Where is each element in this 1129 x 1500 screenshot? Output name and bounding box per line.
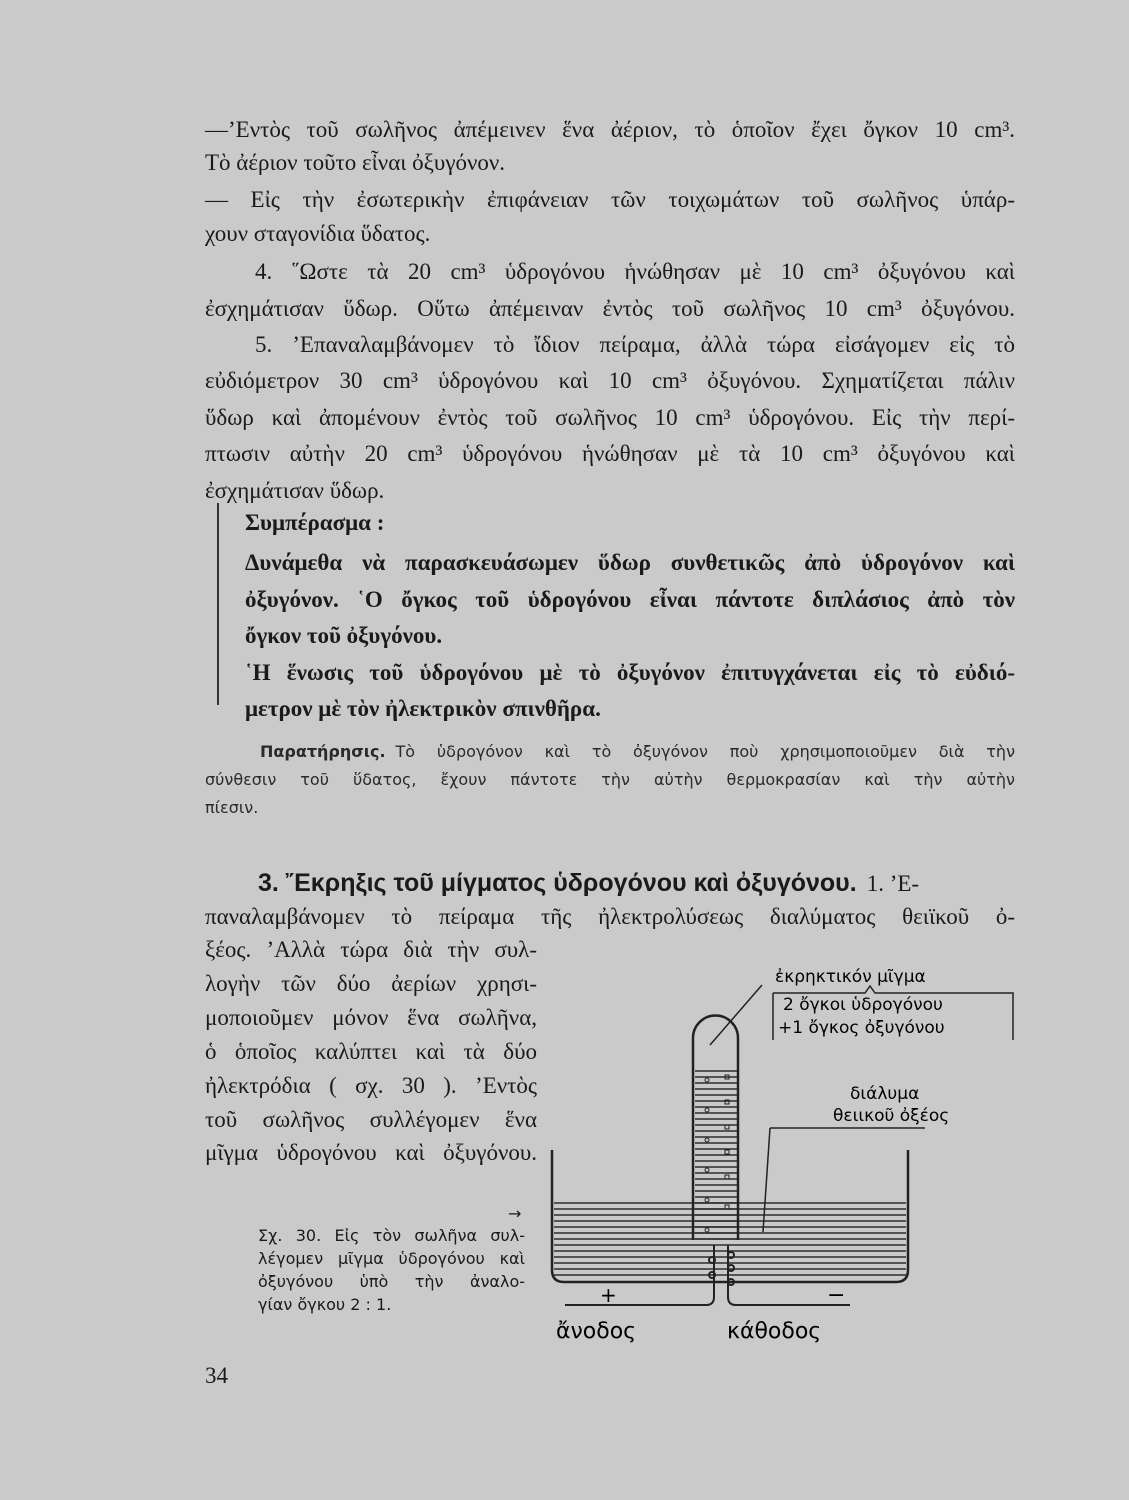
body-text-line: Τὸ ἀέριον τοῦτο εἶναι ὀξυγόνον. [205, 150, 506, 175]
body-text-line: εὐδιόμετρον 30 cm³ ὑδρογόνου καὶ 10 cm³ ὀξυγόνου. Σχηματίζεται πάλιν [205, 368, 1015, 393]
label-solution-1: διάλυμα [850, 1084, 920, 1104]
section-line: ξέος. ’Αλλὰ τώρα διὰ τὴν συλ- [205, 937, 537, 962]
body-text-line: — Εἰς τὴν ἐσωτερικὴν ἐπιφάνειαν τῶν τοιχωμάτων τοῦ σωλῆνος ὑπάρ- [205, 187, 1015, 212]
body-text-line: ἐσχημάτισαν ὕδωρ. Οὕτω ἀπέμειναν ἐντὸς τοῦ σωλῆνος 10 cm³ ὀξυγόνου. [205, 296, 1015, 321]
note-label: Παρατήρησις. [260, 742, 386, 761]
body-text-line: χουν σταγονίδια ὕδατος. [205, 221, 431, 246]
conclusion-line: Δυνάμεθα νὰ παρασκευάσωμεν ὕδωρ συνθετικῶς ἀπὸ ὑδρογόνον καὶ [245, 550, 1015, 575]
conclusion-line: ὄγκον τοῦ ὀξυγόνου. [245, 623, 443, 648]
body-text-line: 5. ’Επαναλαμβάνομεν τὸ ἴδιον πείραμα, ἀλλὰ τώρα εἰσάγομεν εἰς τὸ [255, 332, 1015, 357]
minus-sign: − [827, 1283, 846, 1308]
conclusion-line: ῾Η ἕνωσις τοῦ ὑδρογόνου μὲ τὸ ὀξυγόνον ἐπιτυγχάνεται εἰς τὸ εὐδιό- [245, 660, 1015, 685]
body-text-line: ὕδωρ καὶ ἀπομένουν ἐντὸς τοῦ σωλῆνος 10 cm³ ὑδρογόνου. Εἰς τὴν περί- [205, 405, 1015, 430]
plus-sign: + [600, 1283, 617, 1307]
section-line: ἠλεκτρόδια ( σχ. 30 ). ’Εντὸς [205, 1073, 537, 1098]
label-hydrogen-volumes: 2 ὄγκοι ὑδρογόνου [783, 995, 943, 1015]
body-text-line: —’Εντὸς τοῦ σωλῆνος ἀπέμεινεν ἕνα ἀέριον, τὸ ὁποῖον ἔχει ὄγκον 10 cm³. [205, 117, 1015, 142]
caption-arrow-icon: → [508, 1204, 522, 1223]
section-heading-tail: 1. ’Ε- [866, 871, 920, 896]
section-line: ὁ ὁποῖος καλύπτει καὶ τὰ δύο [205, 1039, 537, 1064]
section-line: μῖγμα ὑδρογόνου καὶ ὀξυγόνου. [205, 1140, 537, 1165]
figure-caption-line: Σχ. 30. Εἰς τὸν σωλῆνα συλ- [258, 1226, 525, 1245]
body-text-line: 4. ῞Ωστε τὰ 20 cm³ ὑδρογόνου ἡνώθησαν μὲ 10 cm³ ὀξυγόνου καὶ [255, 259, 1015, 284]
figure-caption-line: λέγομεν μῖγμα ὑδρογόνου καὶ [258, 1249, 525, 1268]
anode-label: ἄνοδος [556, 1319, 637, 1344]
figure-caption-line: γίαν ὄγκου 2 : 1. [258, 1295, 392, 1314]
label-mixture: ἐκρηκτικόν μῖγμα [775, 967, 926, 987]
section-line: παναλαμβάνομεν τὸ πείραμα τῆς ἠλεκτρολύσεως διαλύματος θειϊκοῦ ὀ- [205, 904, 1015, 929]
note-line: σύνθεσιν τοῦ ὕδατος, ἔχουν πάντοτε τὴν αὐτὴν θερμοκρασίαν καὶ τὴν αὐτὴν [205, 770, 1015, 789]
label-oxygen-volume: +1 ὄγκος ὀξυγόνου [778, 1018, 945, 1038]
conclusion-line: μετρον μὲ τὸν ἠλεκτρικὸν σπινθῆρα. [245, 696, 601, 721]
body-text-line: ἐσχημάτισαν ὕδωρ. [205, 478, 385, 503]
note-line: Τὸ ὑδρογόνον καὶ τὸ ὀξυγόνον ποὺ χρησιμοποιοῦμεν διὰ τὴν [395, 742, 1015, 761]
section-line: λογὴν τῶν δύο ἀερίων χρησι- [205, 971, 537, 996]
section-line: τοῦ σωλῆνος συλλέγομεν ἕνα [205, 1107, 537, 1132]
note-line: πίεσιν. [205, 798, 259, 817]
body-text-line: πτωσιν αὐτὴν 20 cm³ ὑδρογόνου ἡνώθησαν μὲ τὰ 10 cm³ ὀξυγόνου καὶ [205, 441, 1015, 466]
section-heading: 3. ῎Εκρηξις τοῦ μίγματος ὑδρογόνου καὶ ὀξυγόνου. [258, 869, 857, 897]
cathode-label: κάθοδος [727, 1319, 822, 1344]
section-line: μοποιοῦμεν μόνον ἕνα σωλῆνα, [205, 1005, 537, 1030]
conclusion-line: ὀξυγόνον. ῾Ο ὄγκος τοῦ ὑδρογόνου εἶναι πάντοτε διπλάσιος ἀπὸ τὸν [245, 587, 1015, 612]
figure-caption-line: ὀξυγόνου ὑπὸ τὴν ἀναλο- [258, 1272, 525, 1291]
eudiometer-tube [693, 1016, 738, 1240]
conclusion-title: Συμπέρασμα : [245, 510, 385, 535]
label-solution-2: θειικοῦ ὀξέος [833, 1106, 950, 1126]
page-number: 34 [205, 1363, 228, 1388]
